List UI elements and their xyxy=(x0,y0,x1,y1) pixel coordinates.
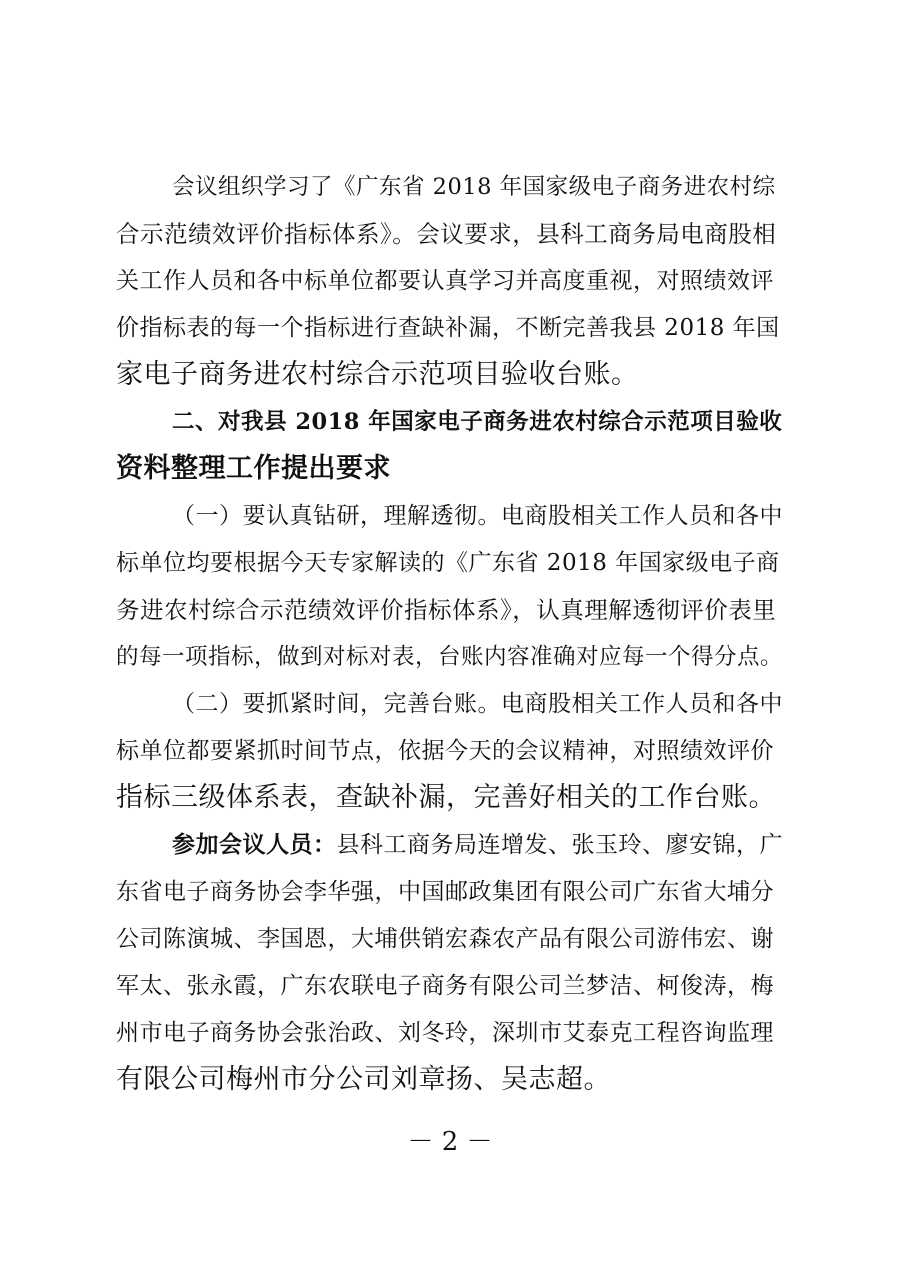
paragraph-line: 会议组织学习了《广东省 2018 年国家级电子商务进农村综 xyxy=(172,174,776,200)
paragraph-line: 价指标表的每一个指标进行查缺补漏，不断完善我县 2018 年国 xyxy=(116,315,780,341)
attendees-line: 有限公司梅州市分公司刘章扬、吴志超。 xyxy=(116,1064,611,1095)
item-one-line: 的每一项指标，做到对标对表，台账内容准确对应每一个得分点。 xyxy=(116,644,784,670)
attendees-text: 县科工商务局连增发、张玉玲、廖安锦，广 xyxy=(336,832,783,858)
attendees-first-line xyxy=(172,825,783,865)
section-heading-line: 二、对我县 2018 年国家电子商务进农村综合示范项目验收 xyxy=(172,409,783,435)
item-one-line: 标单位均要根据今天专家解读的《广东省 2018 年国家级电子商 xyxy=(116,550,780,576)
paragraph-line: 关工作人员和各中标单位都要认真学习并高度重视，对照绩效评 xyxy=(116,268,774,294)
item-one-line: 务进农村综合示范绩效评价指标体系》，认真理解透彻评价表里 xyxy=(116,596,777,624)
paragraph-line: 合示范绩效评价指标体系》。会议要求，县科工商务局电商股相 xyxy=(116,220,777,248)
item-one-line: （一）要认真钻研，理解透彻。电商股相关工作人员和各中 xyxy=(172,503,783,529)
attendees-line: 公司陈演城、李国恩，大埔供销宏森农产品有限公司游伟宏、谢 xyxy=(116,926,774,952)
attendees-line: 州市电子商务协会张治政、刘冬玲，深圳市艾泰克工程咨询监理 xyxy=(116,1020,774,1046)
attendees-line: 军太、张永霞，广东农联电子商务有限公司兰梦洁、柯俊涛，梅 xyxy=(116,973,774,999)
item-two-line: 标单位都要紧抓时间节点，依据今天的会议精神，对照绩效评价 xyxy=(116,738,774,764)
item-two-line: 指标三级体系表，查缺补漏，完善好相关的工作台账。 xyxy=(116,782,776,813)
section-heading-line: 资料整理工作提出要求 xyxy=(116,453,391,484)
attendees-line: 东省电子商务协会李华强，中国邮政集团有限公司广东省大埔分 xyxy=(116,879,774,905)
attendees-label: 参加会议人员： xyxy=(172,831,337,858)
page-number: － 2 － xyxy=(407,1127,493,1157)
paragraph-line: 家电子商务进农村综合示范项目验收台账。 xyxy=(116,359,639,390)
item-two-line: （二）要抓紧时间，完善台账。电商股相关工作人员和各中 xyxy=(172,691,783,717)
